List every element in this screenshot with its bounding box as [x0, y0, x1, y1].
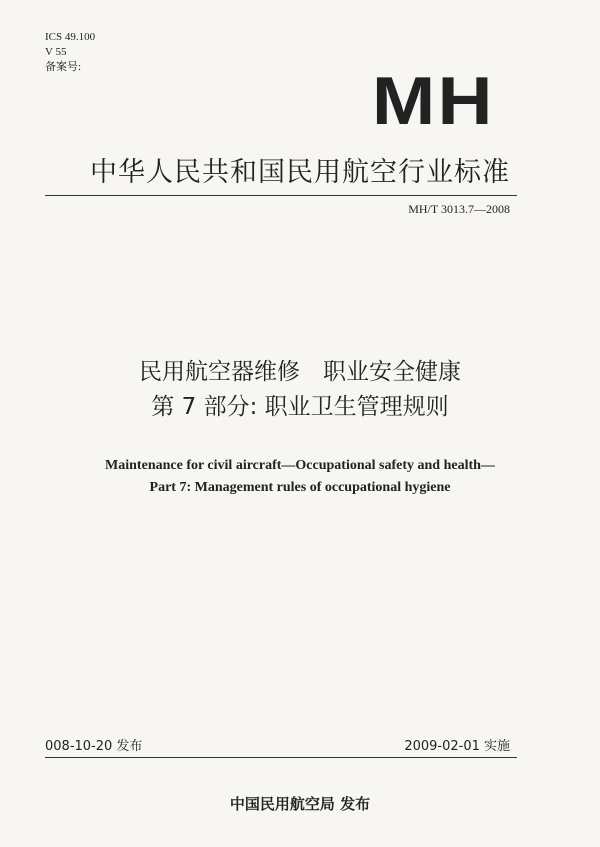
classification-line: V 55 [45, 46, 67, 58]
mh-logo: MH [372, 63, 495, 139]
title-line: 民用航空器维修 职业安全健康 [139, 359, 461, 385]
title-line: 第 7 部分: 职业卫生管理规则 [151, 394, 449, 420]
document-title-english [0, 455, 600, 499]
header-divider [45, 195, 517, 196]
classification-block [45, 30, 95, 75]
title-en-line: Maintenance for civil aircraft—Occupational safety and health— [105, 458, 495, 473]
implementation-date: 2009-02-01 实施 [404, 739, 510, 754]
classification-line: ICS 49.100 [45, 31, 96, 43]
standard-code: MH/T 3013.7—2008 [408, 202, 510, 216]
document-title [0, 355, 600, 425]
classification-line: 备案号: [45, 61, 82, 73]
footer-divider [45, 757, 517, 758]
title-en-line: Part 7: Management rules of occupational hygiene [149, 480, 451, 495]
publisher: 中国民用航空局 发布 [229, 795, 371, 813]
organization-title: 中华人民共和国民用航空行业标准 [90, 157, 510, 188]
issue-date: 008-10-20 发布 [45, 739, 143, 754]
